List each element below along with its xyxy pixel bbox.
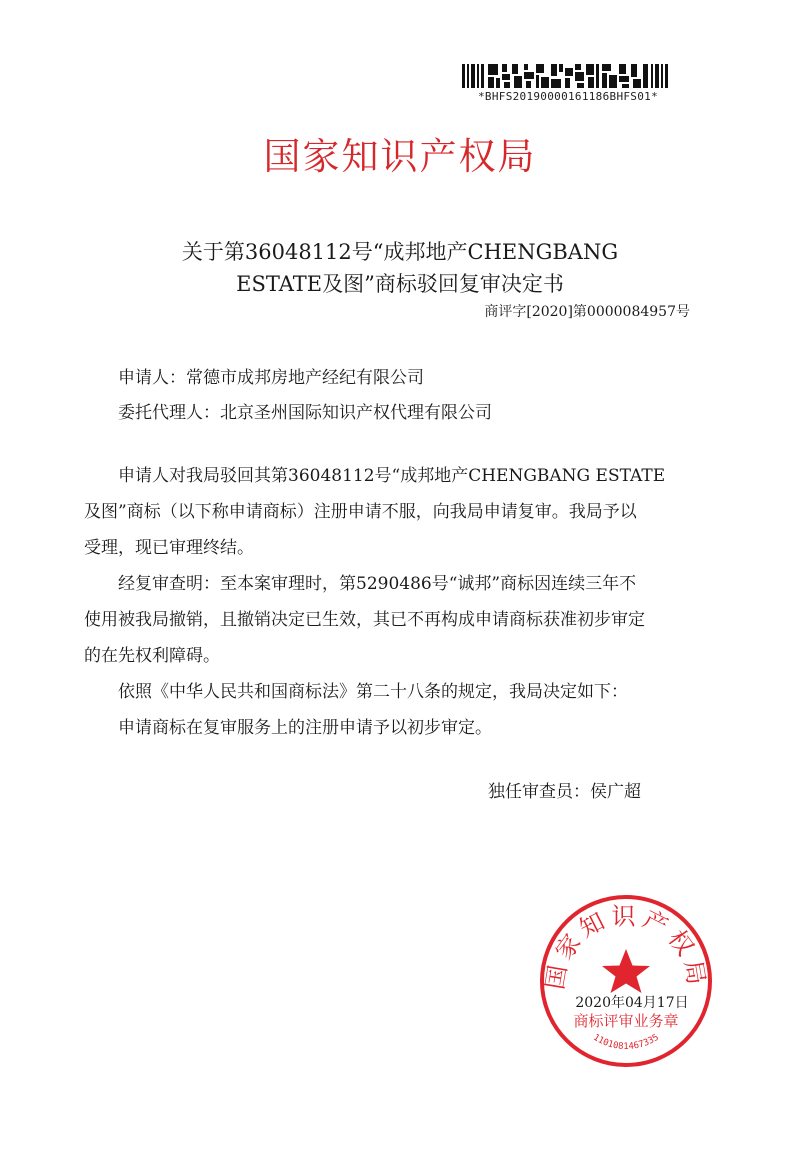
examiner-signature: 独任审查员：侯广超 bbox=[488, 782, 641, 802]
text-line: 的在先权利障碍。 bbox=[84, 646, 220, 666]
paragraph-1 bbox=[84, 458, 716, 566]
text-line: 申请人对我局驳回其第36048112号“成邦地产CHENGBANG ESTATE bbox=[118, 466, 666, 486]
text-line: 经复审查明：至本案审理时，第5290486号“诚邦”商标因连续三年不 bbox=[118, 574, 637, 594]
seal-serial: 1101081467335 bbox=[591, 1032, 661, 1052]
agent-line: 委托代理人：北京圣州国际知识产权代理有限公司 bbox=[118, 403, 492, 423]
barcode-text: *BHFS20190000161186BHFS01* bbox=[478, 90, 658, 103]
official-seal bbox=[538, 893, 714, 1069]
text-line: 受理，现已审理终结。 bbox=[84, 538, 254, 558]
document-number: 商评字[2020]第0000084957号 bbox=[484, 304, 690, 320]
seal-star-icon bbox=[602, 949, 650, 993]
seal-ring-text: 国家知识产权局 bbox=[540, 902, 712, 992]
text-line: 使用被我局撤销，且撤销决定已生效，其已不再构成申请商标获准初步审定 bbox=[84, 610, 645, 630]
text-line: 及图”商标（以下称申请商标）注册申请不服，向我局申请复审。我局予以 bbox=[84, 502, 637, 522]
applicant-line: 申请人：常德市成邦房地产经纪有限公司 bbox=[118, 368, 424, 388]
document-title-line-1: 关于第36048112号“成邦地产CHENGBANG bbox=[181, 240, 619, 264]
paragraph-2 bbox=[84, 566, 716, 674]
text-line: 依照《中华人民共和国商标法》第二十八条的规定，我局决定如下： bbox=[118, 682, 628, 702]
seal-date: 2020年04月17日 bbox=[575, 995, 689, 1011]
document-title-line-2: ESTATE及图”商标驳回复审决定书 bbox=[236, 272, 564, 296]
barcode-image bbox=[462, 64, 670, 88]
paragraph-3 bbox=[84, 674, 716, 746]
text-line: 申请商标在复审服务上的注册申请予以初步审定。 bbox=[118, 718, 492, 738]
seal-inner-text: 商标评审业务章 bbox=[573, 1012, 679, 1030]
agency-name: 国家知识产权局 bbox=[263, 135, 537, 178]
